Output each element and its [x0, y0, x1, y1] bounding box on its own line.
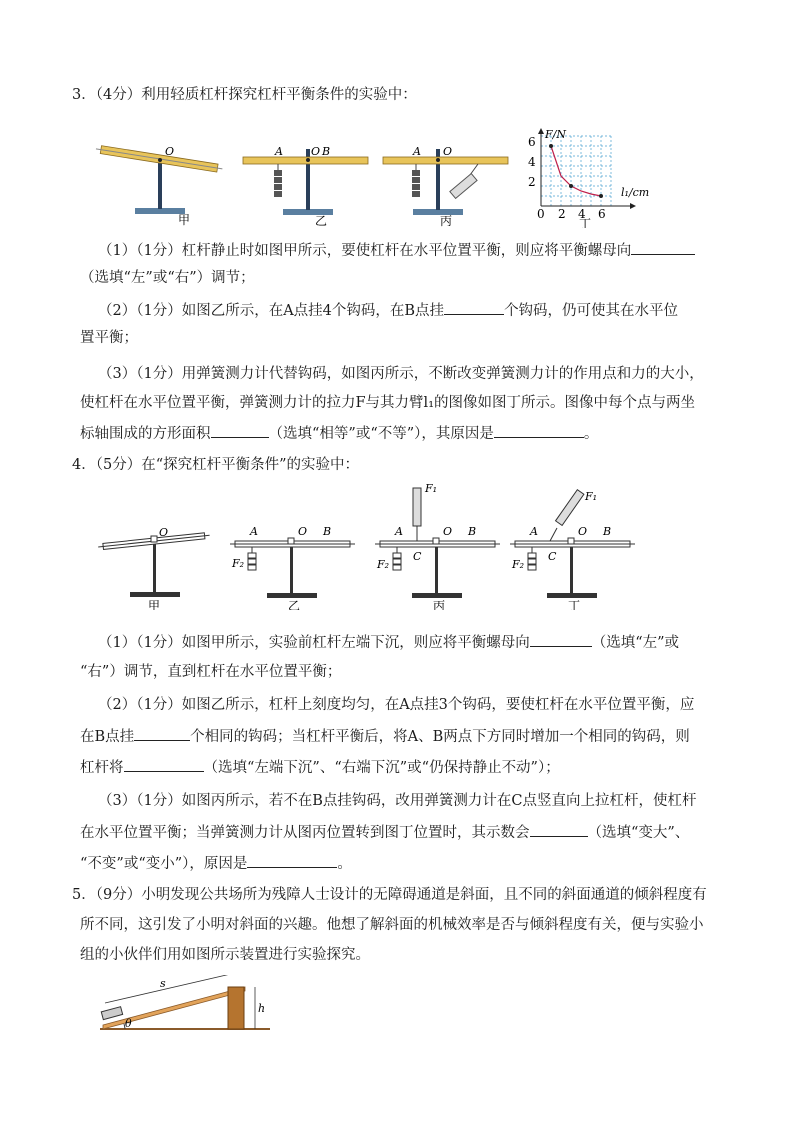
q4-p3d: “不变”或“变小”），原因是 — [80, 856, 248, 872]
q3-yi-caption: 乙 — [315, 214, 328, 228]
y-tick-4: 4 — [528, 155, 536, 169]
y-tick-2: 2 — [528, 175, 536, 189]
q5-l2: 所不同，这引发了小明对斜面的兴趣。他想了解斜面的机械效率是否与倾斜程度有关，便与实验小 — [80, 917, 704, 933]
q4-bing-caption: 丙 — [433, 599, 446, 610]
q3-yi-B: B — [322, 145, 331, 158]
q4-ding-A: A — [530, 525, 538, 538]
answer-blank[interactable] — [247, 853, 337, 868]
q5-s-label: s — [160, 977, 166, 990]
q4-yi-B: B — [323, 525, 332, 538]
x-tick-4: 4 — [578, 207, 586, 221]
q4-ding-caption: 丁 — [568, 599, 581, 610]
q3-p1a: （1）（1分）杠杆静止时如图甲所示，要使杠杆在水平位置平衡，则应将平衡螺母向 — [98, 243, 632, 259]
q4-ding-F1: F₁ — [585, 490, 598, 503]
x-tick-0: 0 — [537, 207, 545, 221]
q3-p2a: （2）（1分）如图乙所示，在A点挂4个钩码，在B点挂 — [98, 303, 445, 319]
q4-jia-O: O — [159, 526, 169, 539]
data-point — [549, 144, 553, 148]
q3-yi-A: A — [275, 145, 283, 158]
q4-title: 4．（5分）在“探究杠杆平衡条件”的实验中： — [72, 457, 360, 473]
q4-yi-A: A — [250, 525, 258, 538]
q3-jia-O: O — [165, 145, 175, 158]
q3-p1 — [98, 240, 695, 261]
q4-ding-B: B — [603, 525, 612, 538]
q4-yi-O: O — [298, 525, 308, 538]
q3-p3c: 标轴围成的方形面积 — [80, 426, 211, 442]
q4-p1b: （选填“左”或 — [591, 635, 680, 651]
q3-yi-O: O — [311, 145, 321, 158]
q3-p3e: 。 — [583, 426, 599, 442]
q4-yi-caption: 乙 — [288, 599, 301, 610]
q4-bing-O: O — [443, 525, 453, 538]
q4-bing-A: A — [395, 525, 403, 538]
q3-p3: （3）（1分）用弹簧测力计代替钩码，如图丙所示，不断改变弹簧测力计的作用点和力的大小， — [98, 366, 704, 382]
answer-blank[interactable] — [530, 632, 592, 647]
q3-p2b: 个钩码，仍可使其在水平位 — [504, 303, 679, 319]
q4-p3-b — [80, 822, 689, 843]
q3-p1-cont: （选填“左”或“右”）调节； — [80, 270, 255, 286]
q3-fig-ding-graph — [525, 128, 655, 228]
q4-fig-ding — [510, 478, 645, 610]
q4-p2d: 杠杆将 — [80, 760, 124, 776]
q4-bing-C: C — [413, 550, 422, 563]
q3-jia-caption: 甲 — [178, 213, 191, 227]
q3-bing-A: A — [413, 145, 421, 158]
q4-p2c: 个相同的钩码；当杠杆平衡后，将A、B两点下方同时增加一个相同的钩码，则 — [190, 729, 690, 745]
q3-p3-b: 使杠杆在水平位置平衡，弹簧测力计的拉力F与其力臂l₁的图像如图丁所示。图像中每个点与两坐 — [80, 395, 696, 411]
q4-bing-F1: F₁ — [425, 482, 438, 495]
answer-blank[interactable] — [631, 240, 695, 255]
answer-blank[interactable] — [530, 822, 588, 837]
q3-title: 3．（4分）利用轻质杠杆探究杠杆平衡条件的实验中： — [72, 87, 417, 103]
q3-p3d: （选填“相等”或“不等”），其原因是 — [268, 426, 494, 442]
q3-fig-bing — [378, 145, 513, 230]
q4-fig-yi — [230, 525, 360, 610]
q4-bing-F2: F₂ — [377, 558, 390, 571]
data-point — [569, 184, 573, 188]
answer-blank[interactable] — [494, 423, 584, 438]
y-axis-label: F/N — [545, 128, 566, 141]
answer-blank[interactable] — [124, 757, 204, 772]
q3-p2-cont: 置平衡； — [80, 330, 138, 346]
q4-p3c: （选填“变大”、 — [587, 825, 690, 841]
q4-p2-d — [80, 757, 560, 778]
q4-yi-F2: F₂ — [232, 557, 245, 570]
q4-p3: （3）（1分）如图丙所示，若不在B点挂钩码，改用弹簧测力计在C点竖直向上拉杠杆，使杠杆 — [98, 793, 697, 809]
data-point — [599, 194, 603, 198]
q4-p2b: 在B点挂 — [80, 729, 135, 745]
q4-ding-C: C — [548, 550, 557, 563]
q5-title: 5．（9分）小明发现公共场所为残障人士设计的无障碍通道是斜面，且不同的斜面通道的倾斜程度有 — [72, 887, 707, 903]
q4-ding-F2: F₂ — [512, 558, 525, 571]
q4-p2: （2）（1分）如图乙所示，杠杆上刻度均匀，在A点挂3个钩码，要使杠杆在水平位置平衡，应 — [98, 697, 695, 713]
q5-l3: 组的小伙伴们用如图所示装置进行实验探究。 — [80, 947, 370, 963]
q4-p3-d — [80, 853, 352, 874]
q4-fig-jia — [98, 520, 218, 610]
q3-fig-jia — [95, 138, 235, 228]
q3-p3-c — [80, 423, 598, 444]
q4-p1a: （1）（1分）如图甲所示，实验前杠杆左端下沉，则应将平衡螺母向 — [98, 635, 530, 651]
q3-bing-caption: 丙 — [440, 214, 453, 228]
x-tick-2: 2 — [558, 207, 566, 221]
q4-p3b: 在水平位置平衡；当弹簧测力计从图丙位置转到图丁位置时，其示数会 — [80, 825, 530, 841]
q4-ding-O: O — [578, 525, 588, 538]
q4-p1-cont: “右”）调节，直到杠杆在水平位置平衡； — [80, 664, 342, 680]
x-tick-6: 6 — [598, 207, 606, 221]
q4-jia-caption: 甲 — [148, 599, 161, 610]
q4-p1 — [98, 632, 679, 653]
x-axis-label: l₁/cm — [621, 186, 650, 199]
f-l1-curve — [551, 146, 601, 196]
q4-fig-bing — [375, 478, 505, 610]
answer-blank[interactable] — [134, 726, 190, 741]
q3-p2 — [98, 300, 678, 321]
q3-fig-yi — [238, 145, 373, 230]
q3-ding-caption: 丁 — [579, 217, 592, 228]
y-tick-6: 6 — [528, 135, 536, 149]
q4-bing-B: B — [468, 525, 477, 538]
answer-blank[interactable] — [444, 300, 504, 315]
q4-p2-b — [80, 726, 690, 747]
q4-p3e: 。 — [337, 856, 352, 872]
answer-blank[interactable] — [211, 423, 269, 438]
q5-theta-label: θ — [125, 1017, 132, 1030]
q5-incline-figure — [95, 975, 280, 1035]
q5-h-label: h — [258, 1002, 266, 1015]
q4-p2e: （选填“左端下沉”、“右端下沉”或“仍保持静止不动”）； — [203, 760, 560, 776]
q3-bing-O: O — [443, 145, 453, 158]
